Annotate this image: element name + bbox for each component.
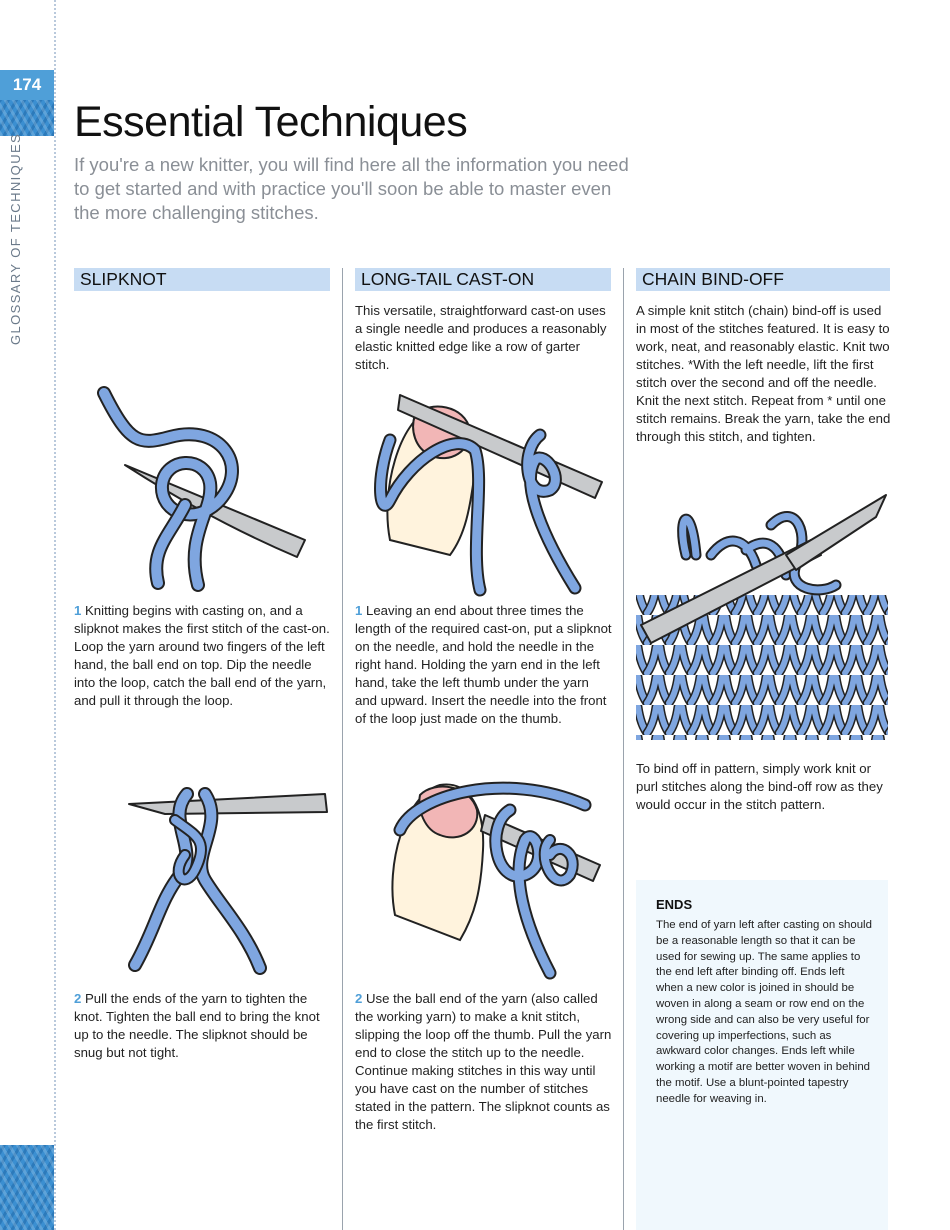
ends-heading: ENDS — [656, 897, 693, 912]
yarn-graphic — [104, 393, 232, 585]
page-title: Essential Techniques — [74, 98, 468, 146]
chain-bindoff-intro: A simple knit stitch (chain) bind-off is used in most of the stitches featured. It is easy to work, neat, and reasonably elastic. Knit two stitches. *With the left needle, lift the first stitch over the second and off the needle. Knit the next stitch. Repeat from * until one stitch remains. Break the yarn, take the end through this stitch, and tighten. — [636, 303, 891, 444]
knit-texture-swatch-bottom — [0, 1145, 54, 1230]
longtail-intro: This versatile, straightforward cast-on uses a single needle and produces a reasonably elastic knitted edge like a row of garter stitch. — [355, 303, 607, 372]
yarn-graphic — [135, 794, 260, 968]
chapter-side-label: GLOSSARY OF TECHNIQUES — [8, 132, 23, 345]
slipknot-step2-text — [74, 990, 332, 1062]
needle-graphic — [129, 794, 327, 814]
chain-bindoff-after: To bind off in pattern, simply work knit or purl stitches along the bind-off row as they would occur in the stitch pattern. — [636, 761, 883, 812]
page-intro: If you're a new knitter, you will find here all the information you need to get started and with practice you'll soon be able to master even the more challenging stitches. — [74, 154, 629, 223]
slipknot-heading: SLIPKNOT — [74, 268, 330, 291]
step-number: 2 — [74, 991, 82, 1006]
longtail-step1-text — [355, 602, 613, 728]
column-divider-2 — [623, 268, 624, 1230]
step-text: Leaving an end about three times the length of the required cast-on, put a slipknot on the needle, and hold the needle in the right hand. Holding the yarn end in the left hand, take the left thumb under the yarn and upward. Insert the needle into the front of the loop just made on the thumb. — [355, 603, 612, 726]
slipknot-step1-text — [74, 602, 332, 710]
longtail-illustration-1 — [370, 390, 610, 590]
step-number: 1 — [74, 603, 82, 618]
step-number: 1 — [355, 603, 363, 618]
step-text: Pull the ends of the yarn to tighten the knot. Tighten the ball end to bring the knot up to the needle. The slipknot should be snug but not tight. — [74, 991, 320, 1060]
chain-bindoff-heading: CHAIN BIND-OFF — [636, 268, 890, 291]
thumb-graphic — [392, 784, 483, 940]
chain-bindoff-illustration — [636, 495, 888, 740]
column-divider-1 — [342, 268, 343, 1230]
ends-sidebar-box — [636, 880, 888, 1230]
knit-texture-swatch-top — [0, 100, 54, 136]
step-number: 2 — [355, 991, 363, 1006]
page-number: 174 — [0, 70, 54, 100]
slipknot-illustration-2 — [125, 780, 335, 975]
longtail-step2-text — [355, 990, 613, 1134]
step-text: Use the ball end of the yarn (also called the working yarn) to make a knit stitch, slipping the loop off the thumb. Pull the yarn end to close the stitch up to the needle. Continue making stitches in this way until you have cast on the number of stitches stated in the pattern. The slipknot counts as the first stitch. — [355, 991, 612, 1132]
slipknot-illustration-1 — [90, 385, 320, 585]
longtail-illustration-2 — [385, 775, 610, 975]
longtail-heading: LONG-TAIL CAST-ON — [355, 268, 611, 291]
step-text: Knitting begins with casting on, and a slipknot makes the first stitch of the cast-on. Loop the yarn around two fingers of the left hand, the ball end on top. Dip the needle into the loop, catch the ball end of the yarn, and pull it through the loop. — [74, 603, 330, 708]
ends-text: The end of yarn left after casting on should be a reasonable length so that it can be used for sewing up. The same applies to the end left after binding off. Ends left when a new color is joined in should be woven in along a seam or row end on the wrong side and can also be very useful for covering up imperfections, such as awkward color changes. Ends left while working a motif are better woven in behind the motif. Use a blunt-pointed tapestry needle for weaving in. — [656, 919, 872, 1105]
margin-dotted-rule — [54, 0, 56, 1230]
